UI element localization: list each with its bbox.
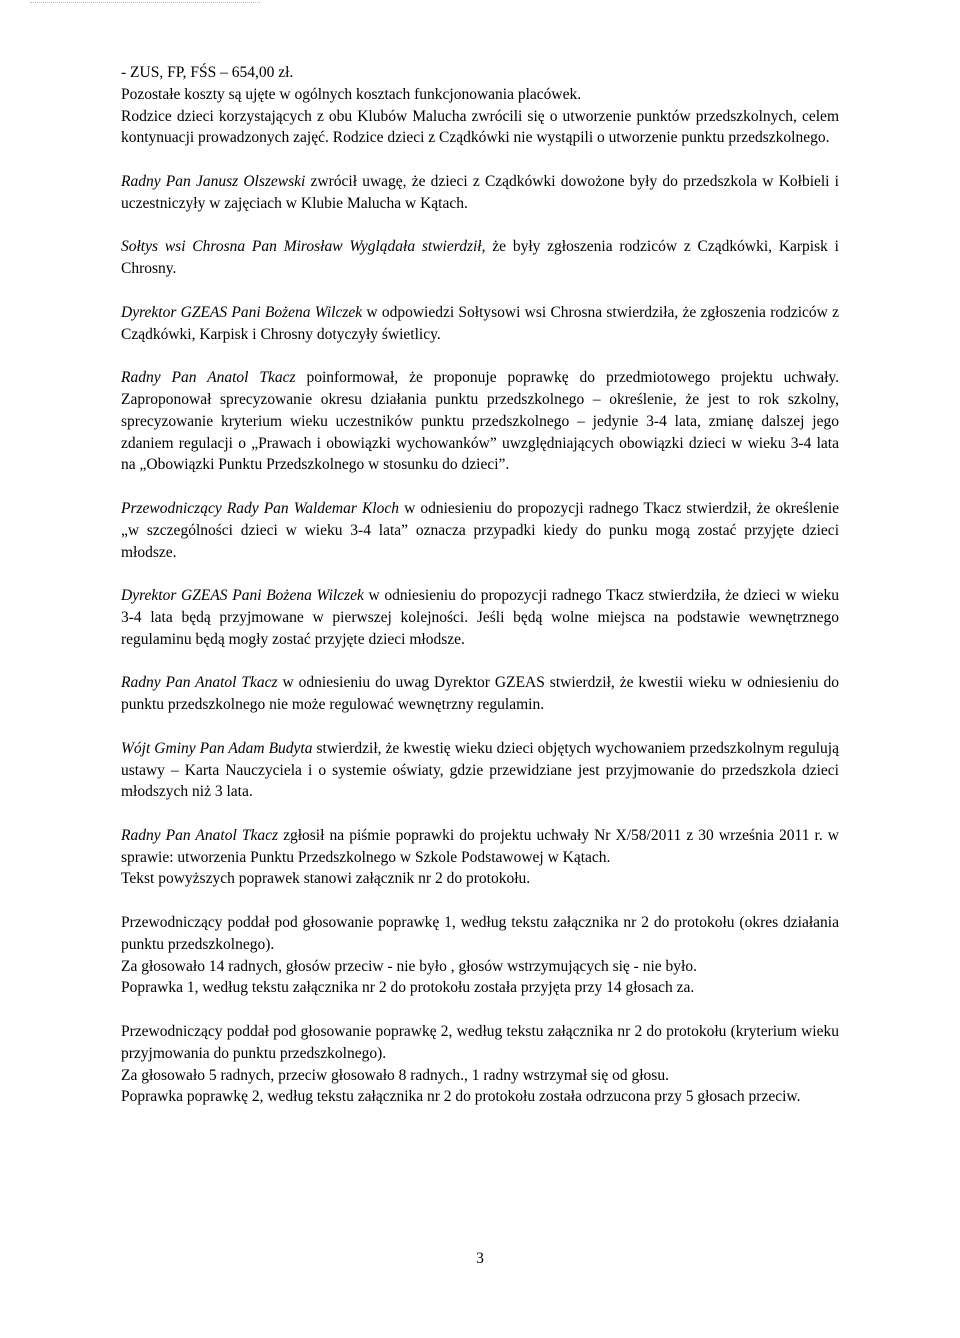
speaker-name: Wójt Gminy Pan Adam Budyta (121, 739, 313, 757)
paragraph-text: zwrócił uwagę, że dzieci z Cządkówki dowożone były do przedszkola w Kołbieli i uczestniczyły w zajęciach w Klubie Malucha w Kątach. (121, 172, 839, 212)
vote-2-line-3: Poprawka poprawkę 2, według tekstu załącznika nr 2 do protokołu została odrzucona przy 5 głosach przeciw. (121, 1088, 801, 1106)
paragraph-olszewski (121, 171, 839, 215)
paragraph-kloch (121, 498, 839, 563)
paragraph-costs-line-1: - ZUS, FP, FŚS – 654,00 zł. (121, 64, 294, 81)
paragraph-text: w odniesieniu do propozycji radnego Tkacz stwierdził, że określenie „w szczególności dzieci w wieku 3-4 lata” oznacza przypadki kiedy do punku mogą zostać przyjęte dzieci młodsze. (121, 499, 840, 561)
paragraph-tkacz-1 (121, 367, 839, 476)
speaker-name: Dyrektor GZEAS Pani Bożena Wilczek (121, 587, 364, 605)
paragraph-text: , że były zgłoszenia rodziców z Cządkówki, Karpisk i Chrosny. (121, 238, 839, 278)
speaker-name: Radny Pan Anatol Tkacz (121, 369, 296, 387)
speaker-name: Dyrektor GZEAS Pani Bożena Wilczek (121, 303, 363, 321)
vote-2-line-1: Przewodniczący poddał pod głosowanie poprawkę 2, według tekstu załącznika nr 2 do protokołu (kryterium wieku przyjmowania do punktu przedszkolnego). (121, 1023, 839, 1062)
speaker-name: Radny Pan Anatol Tkacz (121, 826, 279, 844)
paragraph-soltys (121, 236, 839, 280)
paragraph-costs-line-3: Rodzice dzieci korzystających z obu Klubów Malucha zwrócili się o utworzenie punktów przedszkolnych, celem kontynuacji prowadzonych zajęć. Rodzice dzieci z Cządkówki nie wystąpili o utworzenie punktu przedszkolnego. (121, 107, 839, 147)
paragraph-text: zgłosił na piśmie poprawki do projektu uchwały Nr X/58/2011 z 30 września 2011 r. w sprawie: utworzenia Punktu Przedszkolnego w Szkole Podstawowej w Kątach. (121, 826, 839, 866)
paragraph-wilczek-2 (121, 585, 839, 650)
paragraph-budyta (121, 738, 839, 803)
paragraph-wilczek-1 (121, 302, 839, 346)
paragraph-text: w odniesieniu do uwag Dyrektor GZEAS stwierdził, że kwestii wieku w odniesieniu do punktu przedszkolnego nie może regulować wewnętrzny regulamin. (121, 674, 839, 714)
paragraph-tkacz-3 (121, 825, 839, 869)
document-page (121, 62, 839, 1108)
paragraph-text: w odniesieniu do propozycji radnego Tkacz stwierdziła, że dzieci w wieku 3-4 lata będą przyjmowane w pierwszej kolejności. Jeśli będą wolne miejsca na podstawie wewnętrznego regulaminu będą mogły zostać przyjęte dzieci młodsze. (121, 587, 839, 648)
speaker-name: Radny Pan Janusz Olszewski (121, 172, 306, 190)
paragraph-attachment-note: Tekst powyższych poprawek stanowi załącznik nr 2 do protokołu. (121, 870, 531, 888)
paragraph-text: stwierdził, że kwestię wieku dzieci objętych wychowaniem przedszkolnym regulują ustawy – Karta Nauczyciela i o systemie oświaty, gdzie przewidziane jest przyjmowanie do przedszkola dzieci młodszych niż 3 lata. (121, 739, 839, 801)
paragraph-tkacz-2 (121, 672, 839, 716)
paragraph-costs-line-2: Pozostałe koszty są ujęte w ogólnych kosztach funkcjonowania placówek. (121, 85, 582, 103)
page-number: 3 (476, 1250, 484, 1267)
speaker-name: Radny Pan Anatol Tkacz (121, 674, 278, 692)
vote-1-line-2: Za głosowało 14 radnych, głosów przeciw - nie było , głosów wstrzymujących się - nie było. (121, 957, 697, 975)
vote-1-line-1: Przewodniczący poddał pod głosowanie poprawkę 1, według tekstu załącznika nr 2 do protokołu (okres działania punktu przedszkolnego). (121, 914, 839, 953)
paragraph-text: w odpowiedzi Sołtysowi wsi Chrosna stwierdziła, że zgłoszenia rodziców z Cządkówki, Karpisk i Chrosny dotyczyły świetlicy. (121, 303, 839, 343)
vote-1-line-3: Poprawka 1, według tekstu załącznika nr 2 do protokołu została przyjęta przy 14 głosach za. (121, 979, 695, 997)
speaker-name: Przewodniczący Rady Pan Waldemar Kloch (121, 499, 399, 517)
speaker-name: Sołtys wsi Chrosna Pan Mirosław Wyglądała stwierdził (121, 238, 482, 256)
scan-artifact-line (30, 2, 260, 5)
paragraph-text: poinformował, że proponuje poprawkę do przedmiotowego projektu uchwały. Zaproponował sprecyzowanie okresu działania punktu przedszkolnego – określenie, że jest to rok szkolny, sprecyzowanie kryterium wieku uczestników punktu przedszkolnego – jedynie 3-4 lata, zmianę dalszej jego zdaniem regulacji o „Prawach i obowiązki wychowanków” uwzględniających obowiązki dzieci w wieku 3-4 lata na „Obowiązki Punktu Przedszkolnego w stosunku do dzieci”. (121, 369, 840, 474)
vote-2-line-2: Za głosowało 5 radnych, przeciw głosowało 8 radnych., 1 radny wstrzymał się od głosu. (121, 1066, 669, 1084)
